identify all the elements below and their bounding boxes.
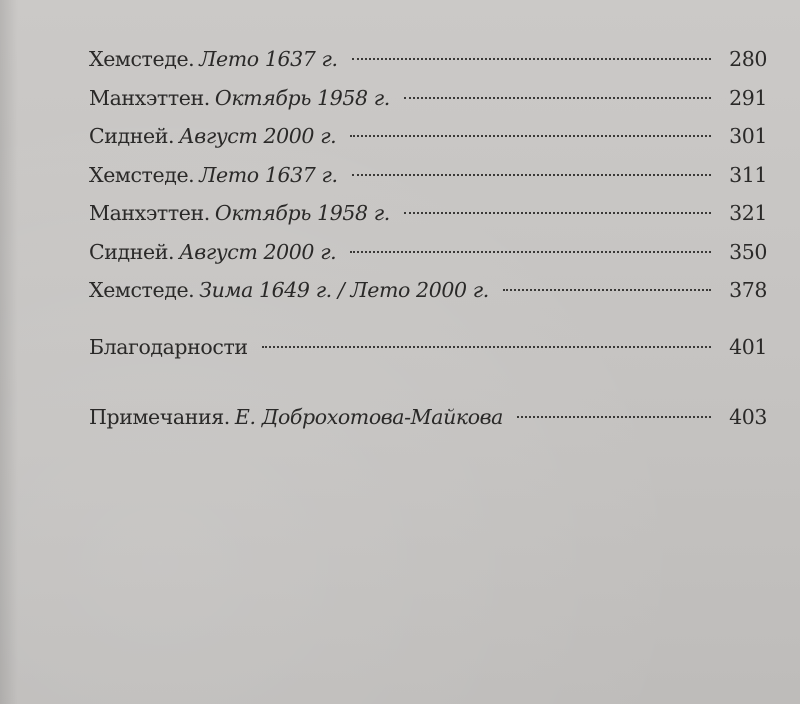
notes-author: Е. Доброхотова-Майкова (234, 405, 504, 429)
entry-date: Лето 1637 г. (199, 162, 338, 187)
toc-entry-acknowledgements (89, 328, 767, 367)
entry-page-number: 301 (729, 124, 767, 148)
entry-page-number: 280 (729, 47, 767, 71)
acknowledgements-title: Благодарности (89, 334, 248, 359)
dot-leader (262, 346, 711, 348)
entry-place: Сидней. (89, 124, 175, 148)
notes-page-number: 403 (729, 405, 767, 429)
entry-place: Хемстеде. (89, 47, 195, 71)
entry-place: Манхэттен. (89, 85, 210, 110)
notes-title: Примечания. (89, 405, 230, 429)
spine-shadow (0, 0, 18, 704)
dot-leader (350, 135, 711, 137)
toc-entry (89, 233, 767, 272)
dot-leader (350, 251, 711, 253)
entry-date: Лето 1637 г. (199, 47, 338, 71)
entry-page-number: 291 (729, 85, 767, 110)
dot-leader (352, 58, 711, 60)
toc-entry (89, 194, 767, 233)
dot-leader (517, 416, 711, 418)
entry-page-number: 311 (729, 162, 767, 187)
toc-entry (89, 271, 767, 310)
entry-place: Хемстеде. (89, 162, 195, 187)
table-of-contents (89, 40, 767, 437)
dot-leader (404, 212, 711, 214)
acknowledgements-page-number: 401 (729, 334, 767, 359)
entry-page-number: 350 (729, 239, 767, 264)
entry-place: Манхэттен. (89, 201, 210, 225)
entry-date: Август 2000 г. (179, 239, 337, 264)
entry-date: Октябрь 1958 г. (214, 85, 390, 110)
toc-entry (89, 40, 767, 79)
entry-date: Октябрь 1958 г. (214, 201, 390, 225)
dot-leader (503, 289, 711, 291)
toc-entry (89, 117, 767, 156)
entry-page-number: 321 (729, 201, 767, 225)
toc-entry-notes (89, 398, 767, 437)
entry-date: Август 2000 г. (179, 124, 337, 148)
dot-leader (352, 174, 711, 176)
entry-date: Зима 1649 г. / Лето 2000 г. (199, 278, 489, 302)
toc-entry (89, 156, 767, 195)
entry-page-number: 378 (729, 278, 767, 302)
dot-leader (404, 97, 711, 99)
entry-place: Сидней. (89, 239, 175, 264)
toc-entry (89, 79, 767, 118)
entry-place: Хемстеде. (89, 278, 195, 302)
